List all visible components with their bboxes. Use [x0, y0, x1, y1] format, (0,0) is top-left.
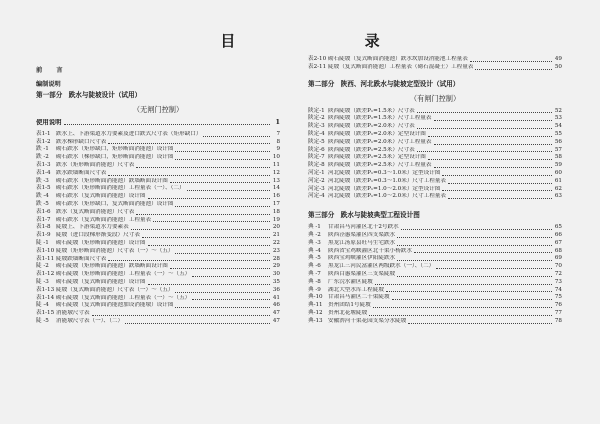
toc-page-number: 47 — [272, 310, 280, 317]
dot-leader — [108, 174, 270, 176]
toc-entry-text: 砌石陡坡（复式断面消能池）工程量表（一）～（五） — [56, 294, 191, 301]
dot-leader — [436, 267, 552, 269]
toc-entry — [308, 318, 562, 326]
toc-page-number: 9 — [276, 146, 280, 153]
toc-entry — [36, 232, 280, 240]
usage-row — [36, 119, 280, 127]
toc-page-number: 10 — [272, 154, 280, 161]
dot-leader — [136, 166, 270, 168]
toc-page-number: 78 — [554, 317, 562, 324]
toc-entry-text: 陕西泾惠渠灌区四支渠跌水 — [328, 231, 396, 238]
toc-entry — [36, 271, 280, 279]
toc-page-number: 58 — [554, 154, 562, 161]
dot-leader — [397, 275, 552, 277]
toc-entry — [308, 255, 562, 263]
toc-entry — [36, 193, 280, 201]
dot-leader — [417, 150, 552, 152]
toc-entry — [308, 108, 562, 116]
toc-entry-text: 砌石跌水（梯形缺口，矩形断面消能池）设计图 — [56, 154, 174, 161]
toc-entry-text: 黑龙江三河民富灌区两级跌水（一）、（二） — [328, 263, 435, 270]
dot-leader — [175, 306, 270, 308]
toc-entry-code: 陡 -1 — [36, 239, 49, 246]
toc-page-number: 68 — [554, 247, 562, 254]
toc-entry-code: 河定-2 — [308, 177, 325, 184]
toc-entry — [36, 310, 280, 318]
toc-entry-text: 陕西陡坡（跌差P₁=1.5米）尺寸工程量表 — [328, 115, 432, 122]
toc-page-number: 23 — [272, 247, 280, 254]
toc-entry-code: 陡 -5 — [36, 317, 49, 324]
toc-entry — [36, 139, 280, 147]
toc-entry — [36, 178, 280, 186]
part3-heading — [308, 210, 562, 220]
toc-entry — [36, 217, 280, 225]
dot-leader — [414, 251, 552, 253]
dot-leader — [187, 189, 270, 191]
toc-entry-text: 甘肃昌马灌区二干渠陡坡 — [328, 294, 390, 301]
toc-entry-text: 陕西陡坡（跌差P₁=2.0米）尺寸表 — [328, 123, 415, 130]
toc-entry — [308, 310, 562, 318]
dot-leader — [170, 267, 270, 269]
toc-entry — [36, 302, 280, 310]
dot-leader — [386, 290, 552, 292]
toc-entry-code: 陕定-7 — [308, 154, 325, 161]
toc-entry-code: 跌 -5 — [36, 200, 49, 207]
toc-entry-code: 表1-12 — [36, 271, 55, 278]
toc-entry — [36, 263, 280, 271]
dot-leader — [375, 283, 552, 285]
toc-page-number: 30 — [272, 271, 280, 278]
toc-page-number: 57 — [554, 146, 562, 153]
toc-entry-code: 典 -8 — [308, 278, 321, 285]
toc-entry — [308, 224, 562, 232]
dot-leader — [448, 182, 552, 184]
dot-leader — [428, 158, 552, 160]
toc-page-number: 53 — [554, 115, 562, 122]
toc-entry-text: 陡坡（进口段梯形渐变段）尺寸表 — [56, 232, 140, 239]
toc-entry-text: 河北陡坡（跌差P₁=0.3～1.0米）定型设计图 — [328, 169, 441, 176]
dot-leader — [203, 135, 270, 137]
toc-entry — [308, 64, 562, 72]
toc-entry-code: 陕定-1 — [308, 107, 325, 114]
toc-entry-text: 安徽淠河干渠花园支渠分水陡坡 — [328, 317, 407, 324]
toc-page-number: 67 — [554, 239, 562, 246]
toc-entry — [308, 263, 562, 271]
toc-entry-code: 表1-15 — [36, 310, 55, 317]
toc-entry-code: 表1-6 — [36, 208, 51, 215]
toc-entry-code: 典-13 — [308, 317, 323, 324]
toc-page-number: 75 — [554, 294, 562, 301]
toc-entry-code: 陕定-4 — [308, 130, 325, 137]
dot-leader — [192, 275, 270, 277]
toc-entry-text: 陡坡（矩形断面消能池）尺寸表（一）～（五） — [56, 247, 174, 254]
toc-entry — [308, 240, 562, 248]
toc-entry-text: 陡坡跌墙断面尺寸表 — [56, 255, 107, 262]
toc-entry-code: 典-10 — [308, 294, 323, 301]
toc-entry-code: 陡 -3 — [36, 278, 49, 285]
toc-page-number: 63 — [554, 193, 562, 200]
toc-entry-text: 陡坡上、下游渠道水力要素表 — [56, 224, 129, 231]
toc-entry-code: 跌 -3 — [36, 177, 49, 184]
toc-page-number: 60 — [554, 169, 562, 176]
toc-entry — [308, 279, 562, 287]
toc-entry — [36, 170, 280, 178]
toc-page-number: 77 — [554, 309, 562, 316]
toc-entry — [36, 201, 280, 209]
dot-leader — [175, 158, 270, 160]
toc-entry-code: 陡 -4 — [36, 302, 49, 309]
toc-entry-text: 河北陡坡（跌差P₁=1.0～2.0米）尺寸工程量表 — [328, 193, 446, 200]
toc-page-number: 55 — [554, 130, 562, 137]
toc-entry-code: 陕定-3 — [308, 123, 325, 130]
dot-leader — [92, 314, 270, 316]
toc-entry — [308, 302, 562, 310]
toc-entry-text: 跌水跌墙断面尺寸表 — [56, 169, 107, 176]
preface-heading: 前 言 — [36, 67, 69, 74]
dot-leader — [192, 298, 270, 300]
toc-entry — [36, 279, 280, 287]
dot-leader — [442, 189, 552, 191]
toc-entry-code: 典-11 — [308, 302, 323, 309]
dot-leader — [369, 314, 552, 316]
dot-leader — [397, 236, 552, 238]
toc-entry-code: 表1-13 — [36, 286, 55, 293]
toc-entry-text: 跌水（复式断面消能池）尺寸表 — [56, 208, 135, 215]
dot-leader — [417, 127, 552, 129]
dot-leader — [434, 166, 553, 168]
toc-entry-code: 典 -9 — [308, 286, 321, 293]
toc-entry — [308, 294, 562, 302]
toc-entry — [36, 209, 280, 217]
part2-heading — [308, 79, 562, 89]
part3-entry-list — [308, 224, 562, 325]
toc-entry-code: 河定-3 — [308, 185, 325, 192]
toc-page-number: 16 — [272, 193, 280, 200]
toc-entry-text: 砌石跌水（复式断面消能池）工程量表 — [56, 216, 152, 223]
toc-entry — [308, 115, 562, 123]
toc-page-number: 56 — [554, 138, 562, 145]
toc-entry-code: 典 -4 — [308, 247, 321, 254]
toc-page-number: 14 — [272, 185, 280, 192]
toc-entry-text: 砌石陡坡（矩形断面消能池）工程量表（一）～（五） — [56, 271, 191, 278]
toc-page-number: 35 — [272, 278, 280, 285]
toc-page-number: 69 — [554, 255, 562, 262]
toc-entry-code: 表2-11 — [308, 63, 327, 70]
toc-entry-code: 陡 -2 — [36, 263, 49, 270]
toc-entry-text: 砌石陡坡（矩形断面消能池）设计图 — [56, 239, 146, 246]
part3-title: 跌水与陡坡典型工程设计图 — [340, 211, 420, 220]
toc-page-number: 7 — [276, 130, 280, 137]
toc-page-number: 52 — [554, 107, 562, 114]
dot-leader — [175, 205, 270, 207]
toc-entry-code: 典-12 — [308, 309, 323, 316]
toc-entry-code: 表1-11 — [36, 255, 55, 262]
toc-entry-text: 跌水梯形缺口尺寸表 — [56, 138, 107, 145]
toc-page-number: 61 — [554, 177, 562, 184]
dot-leader — [175, 252, 270, 254]
toc-entry-code: 表1-2 — [36, 138, 51, 145]
part1-title: 跌水与陡坡设计（试用） — [68, 91, 142, 99]
toc-entry-code: 典 -3 — [308, 239, 321, 246]
toc-entry-code: 表1-7 — [36, 216, 51, 223]
toc-entry-text: 黑龙江汤原县旺马生宅跌水 — [328, 239, 396, 246]
toc-entry-code: 河定-1 — [308, 169, 325, 176]
toc-entry-code: 陕定-5 — [308, 138, 325, 145]
toc-entry-code: 陕定-2 — [308, 115, 325, 122]
toc-entry-code: 表1-14 — [36, 294, 55, 301]
toc-entry-text: 砌石陡坡（复式断面消能池）跌水坎加设消能池工程量表 — [328, 56, 468, 62]
dot-leader — [373, 306, 552, 308]
toc-entry-text: 陕西陡坡（跌差P₁=2.5米）尺寸工程量表 — [328, 162, 432, 169]
toc-entry-code: 表1-5 — [36, 185, 51, 192]
part2-subtitle: （有闸门控制） — [409, 93, 461, 103]
toc-entry — [308, 162, 562, 170]
toc-page-number: 13 — [272, 177, 280, 184]
dot-leader — [475, 68, 552, 70]
dot-leader — [428, 135, 552, 137]
toc-entry — [36, 146, 280, 154]
toc-page-number: 20 — [272, 224, 280, 231]
part1-subtitle: （无闸门控制） — [132, 105, 184, 114]
toc-page-number: 36 — [272, 286, 280, 293]
toc-entry-text: 陕西陡坡（跌差P₁=2.0米）尺寸工程量表 — [328, 138, 432, 145]
right-top-entry-list — [308, 56, 562, 72]
toc-entry-code: 表1-4 — [36, 169, 51, 176]
part2-label: 第二部分 — [308, 79, 335, 88]
toc-entry — [36, 295, 280, 303]
dot-leader — [434, 119, 553, 121]
toc-page-number: 74 — [554, 286, 562, 293]
toc-entry-text: 河北陡坡（跌差P₁=0.3～1.0米）尺寸工程量表 — [328, 177, 446, 184]
part2-title: 陕西、河北跌水与陡坡定型设计（试用） — [340, 79, 460, 88]
toc-entry-text: 河北陡坡（跌差P₁=1.0～2.0米）定型设计图 — [328, 185, 441, 192]
toc-entry-text: 甘肃昌马河灌区北干2号跌水 — [328, 224, 399, 231]
toc-entry-text: 消能墩尺寸表 — [56, 310, 90, 317]
toc-entry-code: 跌 -1 — [36, 146, 49, 153]
toc-page-number: 76 — [554, 302, 562, 309]
toc-page-number: 41 — [272, 294, 280, 301]
toc-page-number: 21 — [272, 232, 280, 239]
toc-page-number: 8 — [276, 138, 280, 145]
toc-entry-text: 砌石跌水（复式断面消能池）设计图 — [56, 193, 146, 200]
toc-entry — [308, 154, 562, 162]
toc-entry — [308, 248, 562, 256]
toc-page-number: 19 — [272, 216, 280, 223]
toc-entry-code: 典 -5 — [308, 255, 321, 262]
toc-page-number: 66 — [554, 231, 562, 238]
toc-entry-text: 陕西省宝鸡峡灌区北干渠小杨跌水 — [328, 247, 412, 254]
toc-entry — [36, 162, 280, 170]
toc-page-number: 70 — [554, 263, 562, 270]
dot-leader — [397, 244, 552, 246]
dot-leader — [142, 236, 270, 238]
toc-page-number: 47 — [272, 317, 280, 324]
toc-entry — [36, 248, 280, 256]
toc-page-number: 65 — [554, 224, 562, 231]
toc-entry — [308, 178, 562, 186]
dot-leader — [153, 220, 270, 222]
toc-entry — [308, 287, 562, 295]
toc-entry — [36, 287, 280, 295]
toc-page-number: 18 — [272, 208, 280, 215]
toc-entry — [308, 232, 562, 240]
toc-entry-text: 砌石跌水（矩形缺口，矩形断面消能池）设计图 — [56, 146, 174, 153]
toc-entry-code: 典 -2 — [308, 231, 321, 238]
toc-entry — [36, 224, 280, 232]
toc-page-number: 29 — [272, 263, 280, 270]
dot-leader — [170, 181, 270, 183]
toc-page-number: 12 — [272, 169, 280, 176]
toc-entry-code: 典 -7 — [308, 270, 321, 277]
toc-entry-text: 湖北大型水库工程陡坡 — [328, 286, 384, 293]
toc-entry-text: 砌石陡坡（矩形断面消能池）跌墙断面设计图 — [56, 263, 168, 270]
toc-entry — [308, 56, 562, 64]
toc-entry — [36, 318, 280, 326]
toc-page-number: 59 — [554, 162, 562, 169]
toc-entry-code: 典 -1 — [308, 224, 321, 231]
dot-leader — [397, 259, 552, 261]
toc-entry-text: 广东浣水灌区陡坡 — [328, 278, 373, 285]
compile-notes-heading: 编制说明 — [36, 81, 61, 88]
toc-entry-text: 陕西白惠渠灌区三支渠陡坡 — [328, 270, 396, 277]
toc-page-number: 62 — [554, 185, 562, 192]
toc-entry-text: 砌石跌水（矩形缺口，复式断面消能池）设计图 — [56, 200, 174, 207]
toc-entry — [308, 193, 562, 201]
toc-entry-text: 陕西陡坡（跌差P₁=2.5米）尺寸表 — [328, 146, 415, 153]
part1-label: 第一部分 — [36, 91, 63, 99]
toc-entry — [36, 256, 280, 264]
toc-page-number: 11 — [272, 161, 280, 168]
dot-leader — [148, 197, 270, 199]
toc-entry-text: 贵州北花堰陡坡 — [328, 309, 368, 316]
toc-page-number: 17 — [272, 200, 280, 207]
toc-page-number: 50 — [554, 63, 562, 70]
toc-entry-text: 陕西陡坡（跌差P₁=1.5米）尺寸表 — [328, 107, 415, 114]
dot-leader — [392, 298, 552, 300]
dot-leader — [108, 259, 270, 261]
toc-entry-code: 表1-3 — [36, 161, 51, 168]
part3-label: 第三部分 — [308, 211, 335, 220]
toc-entry-text: 砌石陡坡（复式断面消能池）设计图 — [56, 278, 146, 285]
toc-entry — [308, 147, 562, 155]
toc-entry-text: 陡坡（复式断面消能池）尺寸表（一）～（五） — [56, 286, 174, 293]
toc-entry-text: 陕西宝鸡峡灌区伊阳陡跌水 — [328, 255, 396, 262]
dot-leader — [148, 283, 270, 285]
toc-entry-text: 砌石跌水（矩形断面消能池）跌墙断面设计图 — [56, 177, 168, 184]
dot-leader — [131, 228, 270, 230]
toc-page-number: 49 — [554, 56, 562, 62]
toc-page-number: 54 — [554, 123, 562, 130]
toc-entry-text: 陡坡（复式断面消能池）工程量表（砌石混凝土）工程量表 — [328, 63, 474, 70]
toc-entry-text: 砌石陡坡（复式断面消能池加设消能墩）设计图 — [56, 302, 174, 309]
dot-leader — [175, 291, 270, 293]
toc-entry-text: 贵州团结1号陡坡 — [328, 302, 371, 309]
toc-entry — [308, 170, 562, 178]
toc-entry-text: 消能墩尺寸表（一）、（二） — [56, 317, 124, 324]
toc-entry-text: 陕西陡坡（跌差P₁=2.0米）定型设计图 — [328, 130, 426, 137]
toc-entry-text: 陕西陡坡（跌差P₁=2.5米）定型设计图 — [328, 154, 426, 161]
toc-left-column — [36, 66, 280, 326]
toc-entry-code: 表1-1 — [36, 130, 51, 137]
dot-leader — [442, 174, 552, 176]
toc-entry-code: 河定-4 — [308, 193, 325, 200]
page-title: 目 录 — [220, 32, 442, 50]
toc-page-number: 73 — [554, 278, 562, 285]
toc-page-number: 22 — [272, 239, 280, 246]
toc-entry — [36, 154, 280, 162]
dot-leader — [64, 123, 270, 125]
dot-leader — [448, 197, 552, 199]
dot-leader — [401, 228, 552, 230]
toc-entry-code: 典 -6 — [308, 263, 321, 270]
toc-page-number: 28 — [272, 255, 280, 262]
toc-entry-text: 使用说明 — [36, 119, 62, 126]
toc-entry — [308, 186, 562, 194]
toc-entry-code: 陕定-6 — [308, 146, 325, 153]
dot-leader — [125, 322, 270, 324]
dot-leader — [417, 111, 552, 113]
part1-heading — [36, 90, 280, 100]
toc-entry-code: 陕定-8 — [308, 162, 325, 169]
toc-entry-code: 表1-8 — [36, 224, 51, 231]
dot-leader — [434, 143, 553, 145]
part2-entry-list — [308, 108, 562, 202]
toc-entry — [36, 185, 280, 193]
toc-entry — [308, 139, 562, 147]
dot-leader — [470, 60, 552, 62]
toc-entry — [308, 123, 562, 131]
toc-page-number: 72 — [554, 270, 562, 277]
toc-right-column — [308, 56, 562, 326]
toc-entry-code: 表1-9 — [36, 232, 51, 239]
toc-entry-code: 跌 -2 — [36, 154, 49, 161]
dot-leader — [408, 322, 552, 324]
toc-entry-text: 砌石跌水（矩形断面消能池）工程量表（一）、（二） — [56, 185, 185, 192]
dot-leader — [136, 213, 270, 215]
toc-entry — [36, 240, 280, 248]
dot-leader — [175, 150, 270, 152]
dot-leader — [108, 142, 270, 144]
toc-entry — [308, 131, 562, 139]
toc-entry-code: 表2-10 — [308, 56, 327, 62]
toc-page-number: 1 — [275, 118, 280, 126]
dot-leader — [148, 244, 270, 246]
toc-entry-text: 跌水（矩形断面消能池）尺寸表 — [56, 161, 135, 168]
toc-entry — [308, 271, 562, 279]
toc-entry-code: 表1-10 — [36, 247, 55, 254]
toc-entry-text: 跌水上、下游渠道水力要素及进口跌式尺寸表（矩形缺口） — [56, 130, 202, 137]
toc-entry — [36, 131, 280, 139]
left-entry-list — [36, 131, 280, 326]
toc-page-number: 46 — [272, 302, 280, 309]
toc-entry-code: 跌 -4 — [36, 193, 49, 200]
